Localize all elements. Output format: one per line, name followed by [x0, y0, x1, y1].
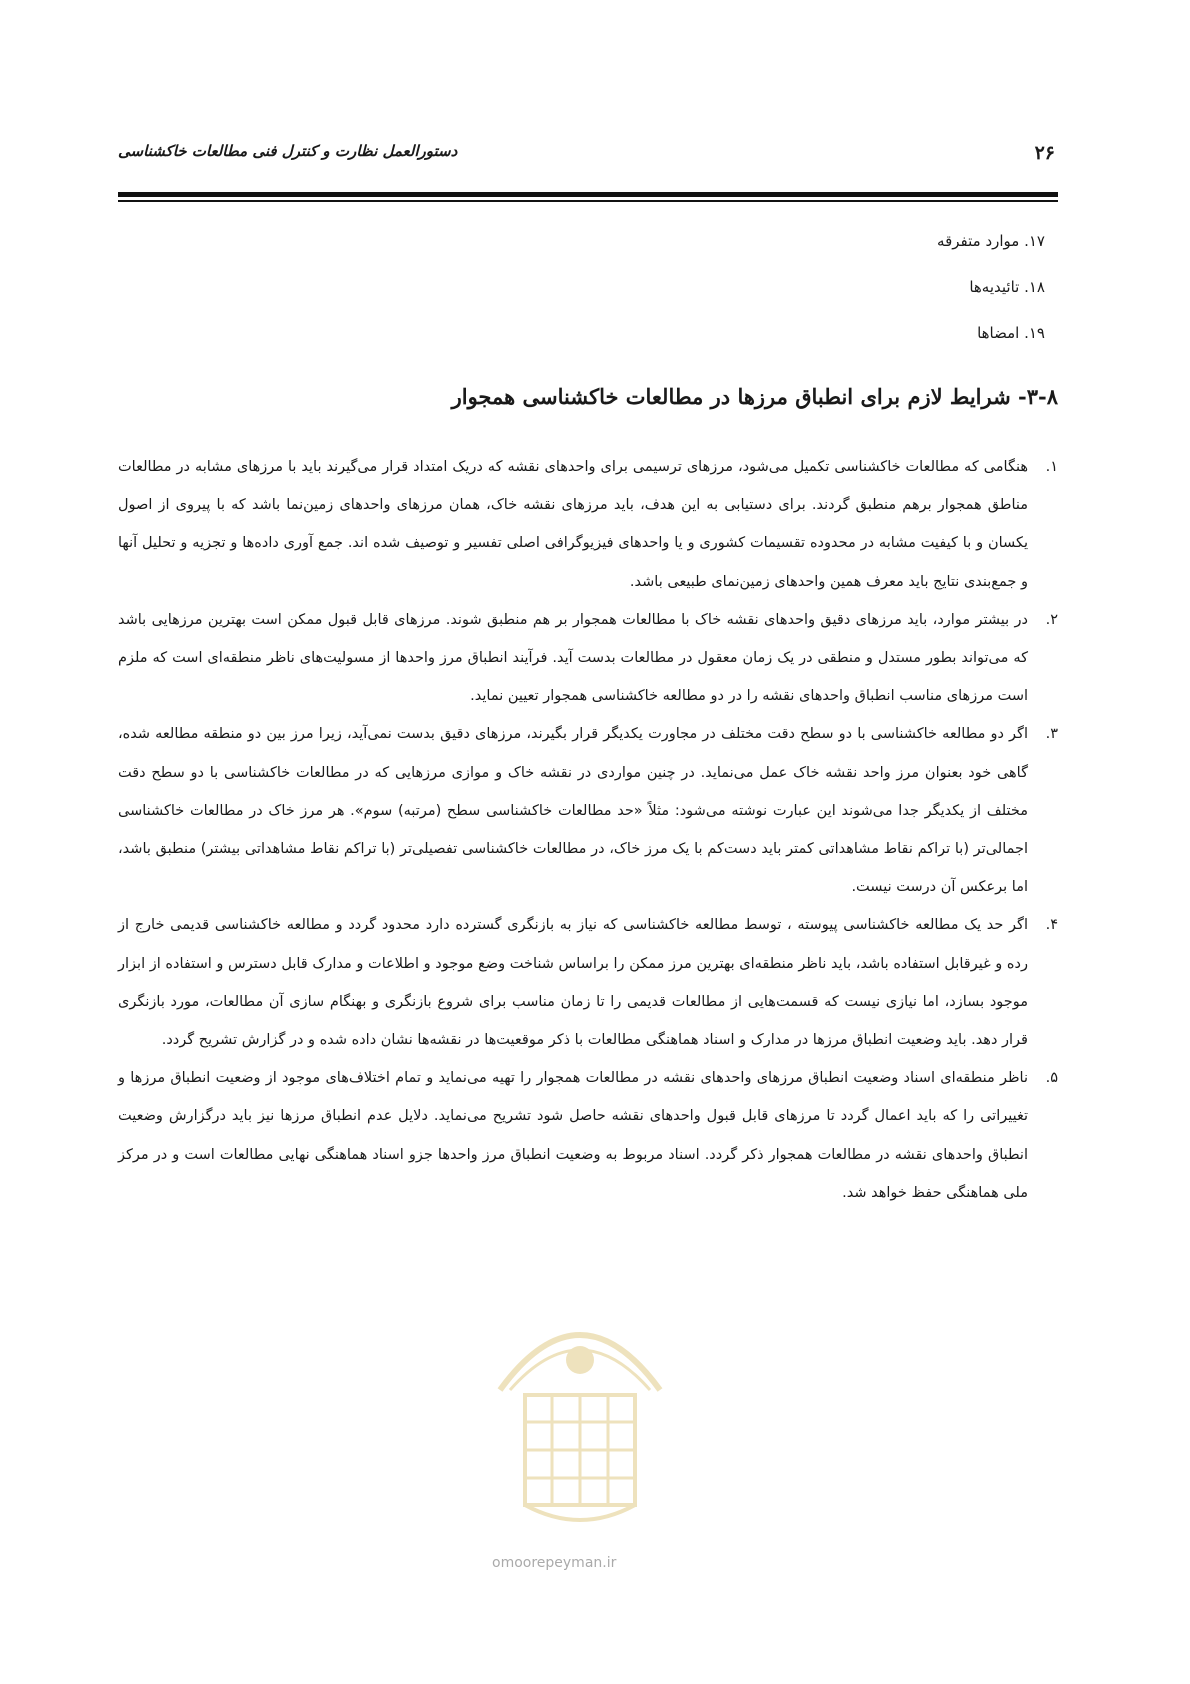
- item-text: ناظر منطقه‌ای اسناد وضعیت انطباق مرزهای واحدهای نقشه در مطالعات همجوار را تهیه می‌نماید و تمام اختلاف‌های موجود از وضعیت انطباق مرزها و تغییراتی را که باید اعمال گردد تا مرزهای قابل قبول واحدهای نقشه حاصل شود تشریح می‌نماید. دلایل عدم انطباق مرزها نیز باید درگزارش وضعیت انطباق واحدهای نقشه در مطالعات همجوار ذکر گردد. اسناد مربوط به وضعیت انطباق مرز واحدها جزو اسناد هماهنگی نهایی مطالعات است و در مرکز ملی هماهنگی حفظ خواهد شد.: [118, 1070, 1028, 1201]
- list-item: [118, 715, 1058, 906]
- list-item: [118, 601, 1058, 716]
- continued-list: [937, 218, 1045, 356]
- item-text: اگر دو مطالعه خاکشناسی با دو سطح دقت مختلف در مجاورت یکدیگر قرار بگیرند، مرزهای دقیق بدست نمی‌آید، زیرا مرز بین دو منطقه مطالعه شده، گاهی خود بعنوان مرز واحد نقشه خاک عمل می‌نماید. در چنین مواردی در نقشه خاک و موازی مرزهایی که در مطالعات خاکشناسی با دو سطح دقت مختلف از یکدیگر جدا می‌شوند این عبارت نوشته می‌شود: مثلاً «حد مطالعات خاکشناسی سطح (مرتبه) سوم». هر مرز خاک در مطالعات خاکشناسی اجمالی‌تر (با تراکم نقاط مشاهداتی کمتر باید دست‌کم با یک مرز خاک، در مطالعات خاکشناسی تفصیلی‌تر (با تراکم نقاط مشاهداتی بیشتر) منطبق باشد، اما برعکس آن درست نیست.: [118, 726, 1028, 896]
- list-item: ۱۹. امضاها: [977, 324, 1045, 342]
- list-item: ۱۸. تائیدیه‌ها: [969, 278, 1045, 296]
- item-text: هنگامی که مطالعات خاکشناسی تکمیل می‌شود، مرزهای ترسیمی برای واحدهای نقشه که دریک امتداد قرار می‌گیرند باید با مرزهای مشابه در مطالعات مناطق همجوار برهم منطبق گردند. برای دستیابی به این هدف، باید مرزهای نقشه خاک، همان مرزهای واحدهای زمین‌نما باشد که با پیروی از اصول یکسان و با کیفیت مشابه در محدوده تقسیمات کشوری و یا واحدهای فیزیوگرافی اصلی تفسیر و توصیف شده اند. جمع آوری داده‌ها و تجزیه و تحلیل آنها و جمع‌بندی نتایج باید معرف همین واحدهای زمین‌نمای طبیعی باشد.: [118, 459, 1028, 590]
- item-number: ۲.: [1045, 611, 1058, 628]
- watermark-logo-icon: [480, 1240, 680, 1540]
- list-item: ۱۷. موارد متفرقه: [937, 232, 1045, 250]
- list-item: [118, 448, 1058, 601]
- list-item: [118, 906, 1058, 1059]
- running-title: دستورالعمل نظارت و کنترل فنی مطالعات خاکشناسی: [118, 142, 458, 160]
- section-items: [118, 448, 1058, 1212]
- item-number: ۴.: [1045, 917, 1058, 934]
- item-number: ۳.: [1045, 726, 1058, 743]
- watermark-text: omoorepeyman.ir: [492, 1555, 617, 1571]
- header-rule-thick: [118, 192, 1058, 197]
- item-text: اگر حد یک مطالعه خاکشناسی پیوسته ، توسط مطالعه خاکشناسی که نیاز به بازنگری گسترده دارد محدود گردد و مطالعه خاکشناسی قدیمی خارج از رده و غیرقابل استفاده باشد، باید ناظر منطقه‌ای بهترین مرز ممکن را براساس شناخت وضع موجود و اطلاعات و مدارک قابل دسترس و استفاده از ابزار موجود بسازد، اما نیازی نیست که قسمت‌هایی از مطالعات قدیمی را تا زمان مناسب برای شروع بازنگری و بهنگام سازی آن مطالعات، مورد بازنگری قرار دهد. باید وضعیت انطباق مرزها در مدارک و اسناد هماهنگی مطالعات با ذکر موقعیت‌ها در نقشه‌ها نشان داده شده و در گزارش تشریح گردد.: [118, 917, 1028, 1049]
- item-text: در بیشتر موارد، باید مرزهای دقیق واحدهای نقشه خاک با مطالعات همجوار بر هم منطبق شوند. مرزهای قابل قبول ممکن است بهترین مرزهایی باشد که می‌تواند بطور مستدل و منطقی در یک زمان معقول در مطالعات بدست آید. فرآیند انطباق مرز واحدها از مسولیت‌های ناظر منطقه‌ای است که ملزم است مرزهای مناسب انطباق واحدهای نقشه را در دو مطالعه خاکشناسی همجوار تعیین نماید.: [118, 611, 1028, 705]
- section-heading: ۳-۸- شرایط لازم برای انطباق مرزها در مطالعات خاکشناسی همجوار: [451, 384, 1058, 409]
- page-header: [118, 142, 1055, 178]
- list-item: [118, 1059, 1058, 1212]
- page-number: ۲۶: [1034, 142, 1055, 164]
- header-rule-thin: [118, 200, 1058, 202]
- item-number: ۵.: [1045, 1070, 1058, 1087]
- item-number: ۱.: [1045, 459, 1058, 475]
